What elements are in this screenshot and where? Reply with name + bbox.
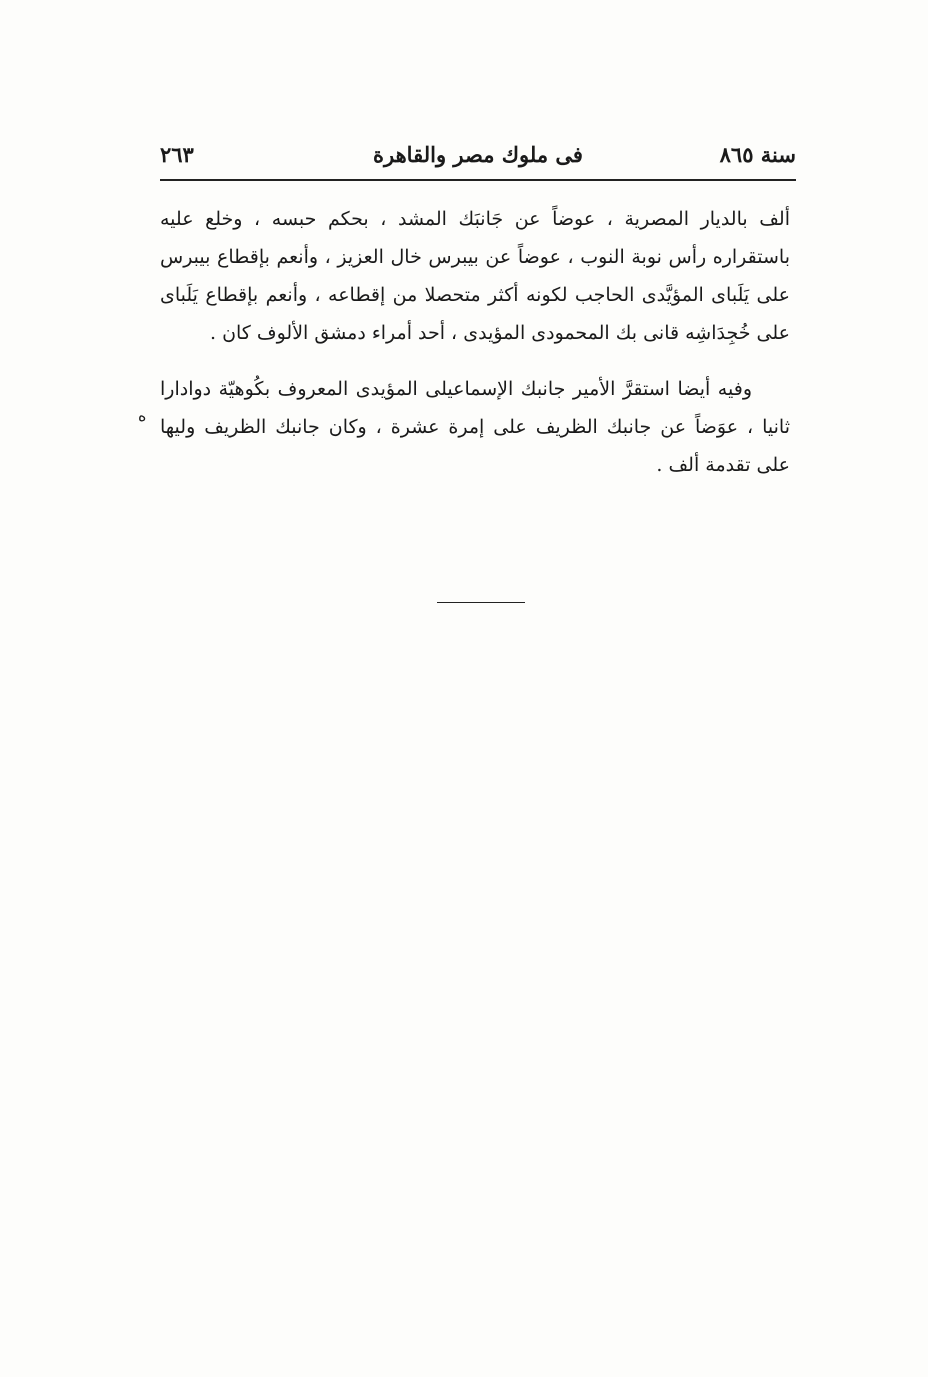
section-end-rule (437, 602, 525, 603)
header-title: فى ملوك مصر والقاهرة (373, 142, 583, 167)
body-text (160, 200, 790, 502)
paragraph: وفيه أيضا استقرَّ الأمير جانبك الإسماعيلى المؤيدى المعروف بكُوهيّة دوادارا ثانيا ، عوَضاً عن جانبك الظريف على إمرة عشرة ، وكان جانبك الظريف وليها على تقدمة ألف . (160, 378, 790, 476)
header-rule (160, 179, 796, 181)
margin-mark: ه (138, 406, 147, 425)
header-year: سنة ٨٦٥ (719, 142, 796, 167)
page-number: ٢٦٣ (160, 142, 194, 167)
paragraph: ألف بالديار المصرية ، عوضاً عن جَانبَك المشد ، بحكم حبسه ، وخلع عليه باستقراره رأس نوبة النوب ، عوضاً عن بيبرس خال العزيز ، وأنعم بإقطاع بيبرس على يَلَباى المؤيَّدى الحاجب لكونه أكثر متحصلا من إقطاعه ، وأنعم بإقطاع يَلَباى على خُجِدَاشِه قانى بك المحمودى المؤيدى ، أحد أمراء دمشق الألوف كان . (160, 208, 790, 344)
page-header (160, 142, 796, 178)
